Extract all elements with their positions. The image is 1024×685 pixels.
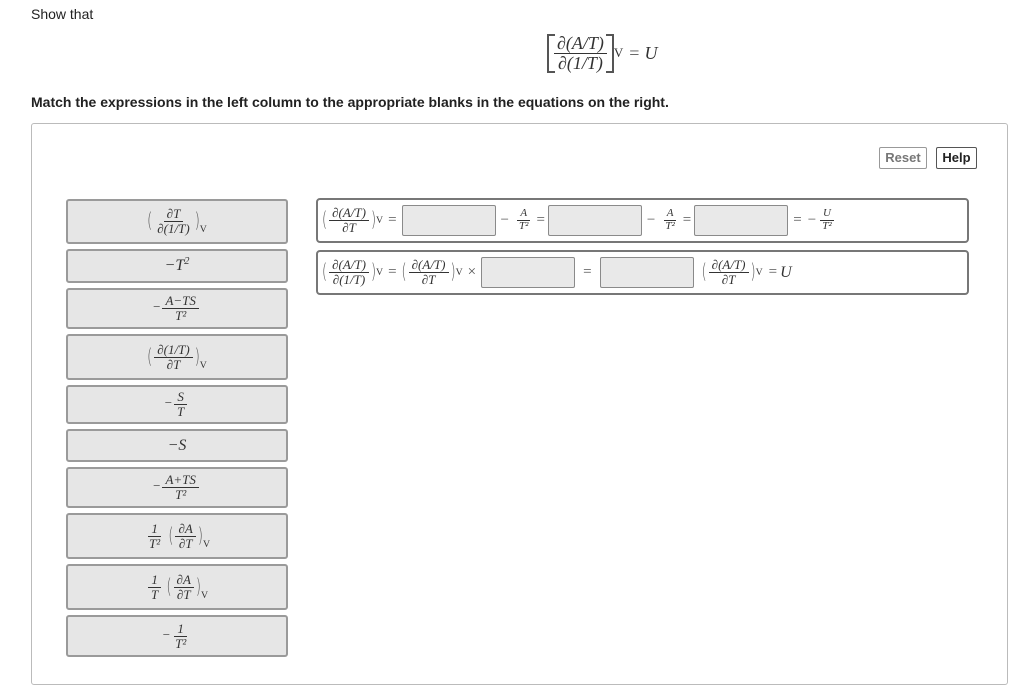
tile-numerator: ∂A — [174, 573, 194, 588]
row2-rhs: U — [780, 263, 792, 281]
tile-minus-A-minus-TS-over-T2[interactable] — [66, 288, 288, 329]
tile-d1overT-dT[interactable]: ( $\frac{\partial(1/T)}{\partial T}$ )$_V$ — [66, 334, 288, 380]
tile-subscript: V — [200, 589, 209, 601]
tile-coefficient-denominator: T² — [149, 535, 161, 551]
row1-equals-4: = — [793, 212, 802, 228]
row2-lhs-denominator: ∂(1/T) — [332, 272, 366, 287]
tile-subscript: V — [202, 538, 210, 550]
tile-sign: − — [164, 395, 173, 411]
row1-lhs-denominator: ∂T — [342, 220, 356, 235]
tile-coefficient-numerator: 1 — [148, 522, 161, 537]
tile-denominator: T² — [175, 635, 187, 651]
row1-equals-2: = — [536, 212, 545, 228]
row2-lhs-numerator: ∂(A/T) — [329, 258, 369, 273]
tile-coefficient-denominator: T — [150, 586, 159, 602]
tile-minus-S-over-T[interactable] — [66, 385, 288, 424]
row1-minus-2: − — [646, 212, 656, 228]
tile-minus-A-plus-TS-over-T2[interactable] — [66, 467, 288, 508]
row2-end-subscript: V — [755, 267, 763, 278]
tile-minus-S[interactable] — [66, 429, 288, 462]
tile-numerator: A−TS — [162, 294, 198, 309]
row2-equals-1: = — [388, 264, 397, 280]
row1-term1-numerator: A — [517, 208, 530, 221]
row2-mid-denominator: ∂T — [421, 272, 436, 287]
tile-numerator: ∂(1/T) — [154, 343, 192, 358]
row1-term2-numerator: A — [664, 208, 677, 221]
tile-denominator: ∂T — [176, 586, 191, 602]
row1-lhs-subscript: V — [376, 215, 384, 226]
tile-denominator: T² — [175, 487, 187, 502]
tile-numerator: S — [174, 390, 187, 405]
tile-minus-1-over-T2[interactable] — [66, 615, 288, 657]
tile-sign: − — [153, 299, 161, 315]
tile-text: −S — [167, 436, 187, 454]
main-equation-subscript: V — [613, 45, 624, 61]
row1-rhs-numerator: U — [820, 208, 834, 221]
row2-end-numerator: ∂(A/T) — [709, 258, 749, 273]
tile-1-over-T2-dA-dT[interactable]: $\frac{1}{\text{T²}}$ ( $\frac{\partial A}{\partial T}$ )$_V$ — [66, 513, 288, 559]
tile-denominator: T — [177, 404, 185, 419]
tile-denominator: T² — [175, 308, 187, 323]
row2-equals-3: = — [768, 264, 778, 280]
tile-subscript: V — [199, 224, 207, 236]
instruction-text: Match the expressions in the left column to the appropriate blanks in the equations on the right. — [31, 94, 669, 110]
row1-term1-denominator: T² — [519, 220, 529, 232]
tile-1-over-T-dA-dT[interactable]: $\frac{1}{T}$ ( $\frac{\partial A}{\partial T}$ )$_V$ — [66, 564, 288, 610]
row1-equals-3: = — [682, 212, 692, 228]
tile-minus-T-squared[interactable] — [66, 249, 288, 283]
row2-end-denominator: ∂T — [721, 272, 736, 287]
tile-numerator: A+TS — [162, 473, 198, 488]
row2-blank-1[interactable] — [481, 257, 575, 288]
row2-mid-subscript: V — [455, 267, 463, 278]
tile-coefficient-numerator: 1 — [148, 573, 161, 588]
row1-minus-1: − — [500, 212, 510, 228]
row2-equals-2: = — [583, 264, 592, 280]
row1-term2-denominator: T² — [665, 220, 675, 232]
tile-denominator: ∂(1/T) — [157, 221, 190, 236]
main-equation-bracket — [547, 34, 614, 73]
main-equation-denominator: ∂(1/T) — [557, 52, 603, 73]
tile-sign: − — [153, 478, 161, 494]
row2-mid-numerator: ∂(A/T) — [409, 258, 449, 273]
main-equation-fraction — [554, 34, 607, 73]
main-equation-numerator: ∂(A/T) — [554, 34, 607, 54]
row1-blank-2[interactable] — [548, 205, 642, 236]
row1-lhs-numerator: ∂(A/T) — [329, 206, 369, 221]
equation-row-1: ( $\frac{\partial(A/T)}{\partial T}$ ) V = − $\frac{A}{\text{T²}}$ = − $\frac{A}{\text{T²}}$ = = − $\frac{U}{\text{T²}}$ — [316, 198, 969, 243]
tile-denominator: ∂T — [166, 356, 181, 372]
main-equation-rhs: U — [644, 42, 658, 63]
row2-times: × — [467, 264, 477, 280]
reset-button[interactable]: Reset — [879, 147, 927, 169]
tile-numerator: ∂A — [175, 522, 195, 537]
tile-dT-d1overT[interactable]: ( $\frac{\partial T}{\partial(1/T)}$ )$_V$ — [66, 199, 288, 244]
row2-lhs-subscript: V — [376, 267, 384, 278]
equation-row-2: ( $\frac{\partial(A/T)}{\partial(1/T)}$ ) V = ( $\frac{\partial(A/T)}{\partial T}$ ) V × = ( $\frac{\partial(A/T)}{\partial T}$ ) V = U — [316, 250, 969, 295]
row1-minus-3: − — [807, 212, 817, 228]
row1-rhs-denominator: T² — [822, 220, 832, 232]
tile-denominator: ∂T — [178, 535, 193, 551]
tile-numerator: ∂T — [164, 207, 184, 222]
tile-numerator: 1 — [174, 622, 187, 637]
prompt-text: Show that — [31, 6, 94, 22]
main-equation-equals: = — [629, 42, 640, 63]
row1-equals-1: = — [388, 212, 397, 228]
main-equation — [547, 34, 657, 73]
tile-sign: − — [162, 626, 171, 642]
help-button[interactable]: Help — [936, 147, 977, 169]
tile-superscript: 2 — [184, 256, 190, 268]
row1-blank-3[interactable] — [694, 205, 788, 236]
tile-text: −T — [164, 257, 185, 275]
row2-blank-2[interactable] — [600, 257, 694, 288]
row1-blank-1[interactable] — [402, 205, 496, 236]
tile-subscript: V — [199, 359, 207, 371]
